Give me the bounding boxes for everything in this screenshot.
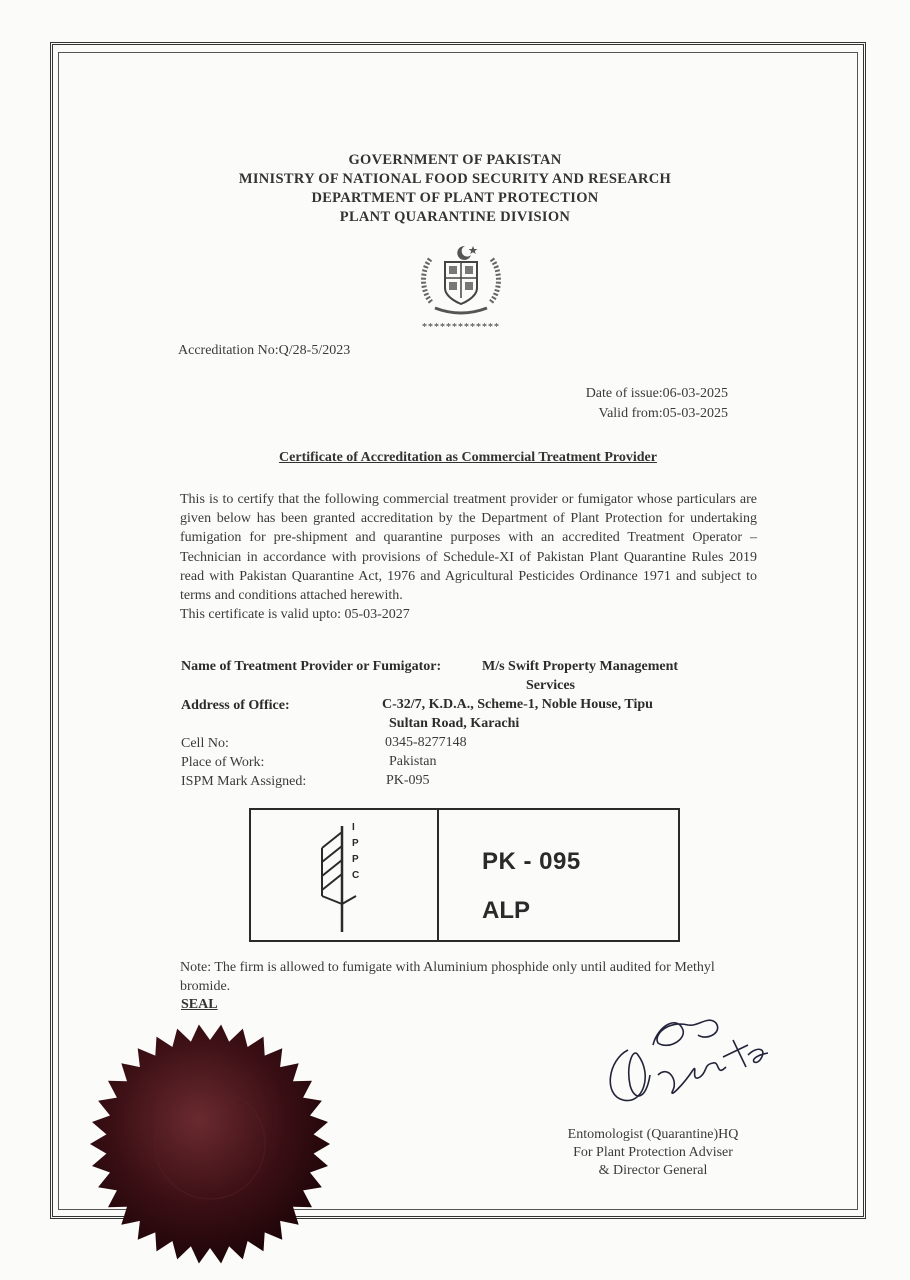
ippc-letter-i: I: [352, 822, 355, 833]
valid-upto: This certificate is valid upto: 05-03-2027: [180, 607, 410, 623]
cell-value: 0345-8277148: [385, 735, 467, 750]
emblem-stars: *************: [422, 322, 500, 333]
ispm-treatment-code: ALP: [482, 897, 530, 924]
address-label: Address of Office:: [181, 698, 290, 713]
address-value-line2: Sultan Road, Karachi: [389, 716, 520, 731]
provider-value-line1: M/s Swift Property Management: [482, 659, 679, 674]
state-emblem-icon: [417, 240, 505, 322]
certificate-title: Certificate of Accreditation as Commercial Treatment Provider: [279, 450, 657, 465]
place-of-work-value: Pakistan: [389, 754, 437, 769]
ispm-mark-value: PK-095: [386, 773, 430, 788]
accreditation-number: Accreditation No:Q/28-5/2023: [178, 343, 351, 358]
header-government: GOVERNMENT OF PAKISTAN: [348, 152, 562, 168]
header-division: PLANT QUARANTINE DIVISION: [339, 209, 571, 225]
provider-label: Name of Treatment Provider or Fumigator:: [181, 659, 442, 674]
ippc-wheat-logo-icon: [310, 818, 370, 936]
valid-from: Valid from:05-03-2025: [598, 406, 728, 421]
ispm-mark-label: ISPM Mark Assigned:: [181, 774, 307, 789]
certification-text: This is to certify that the following commercial treatment provider or fumigator whose particulars are given below has been granted accreditation by the Department of Plant Protection for undertaking fumigation for pre-shipment and quarantine purposes with an accredited Treatment Operator – Technician in accordance with provisions of Schedule-XI of Pakistan Plant Quarantine Rules 2019 read with Pakistan Quarantine Act, 1976 and Agricultural Pesticides Ordinance 1971 and subject to terms and conditions attached herewith.: [180, 492, 757, 604]
ippc-letter-p2: P: [352, 854, 359, 865]
handwritten-signature-icon: [598, 1005, 778, 1115]
header-ministry: MINISTRY OF NATIONAL FOOD SECURITY AND RESEARCH: [238, 171, 672, 187]
fumigation-note: Note: The firm is allowed to fumigate with Aluminium phosphide only until audited for Methyl bromide.: [180, 960, 715, 994]
date-of-issue: Date of issue:06-03-2025: [585, 386, 728, 401]
provider-value-line2: Services: [526, 678, 575, 693]
cell-label: Cell No:: [181, 736, 229, 751]
seal-label: SEAL: [181, 997, 218, 1012]
signatory-director: & Director General: [598, 1163, 708, 1178]
ippc-letter-p1: P: [352, 838, 359, 849]
address-value-line1: C-32/7, K.D.A., Scheme-1, Noble House, Tipu: [382, 697, 653, 712]
header-department: DEPARTMENT OF PLANT PROTECTION: [311, 190, 599, 206]
signatory-designation: Entomologist (Quarantine)HQ: [567, 1127, 739, 1142]
ippc-letter-c: C: [352, 870, 360, 881]
signatory-for: For Plant Protection Adviser: [573, 1145, 733, 1160]
certification-paragraph: [180, 490, 757, 624]
ispm-mark-code: PK - 095: [482, 848, 581, 875]
ispm-mark-divider: [437, 808, 439, 942]
wax-seal-icon: [88, 1022, 332, 1266]
place-of-work-label: Place of Work:: [181, 755, 265, 770]
